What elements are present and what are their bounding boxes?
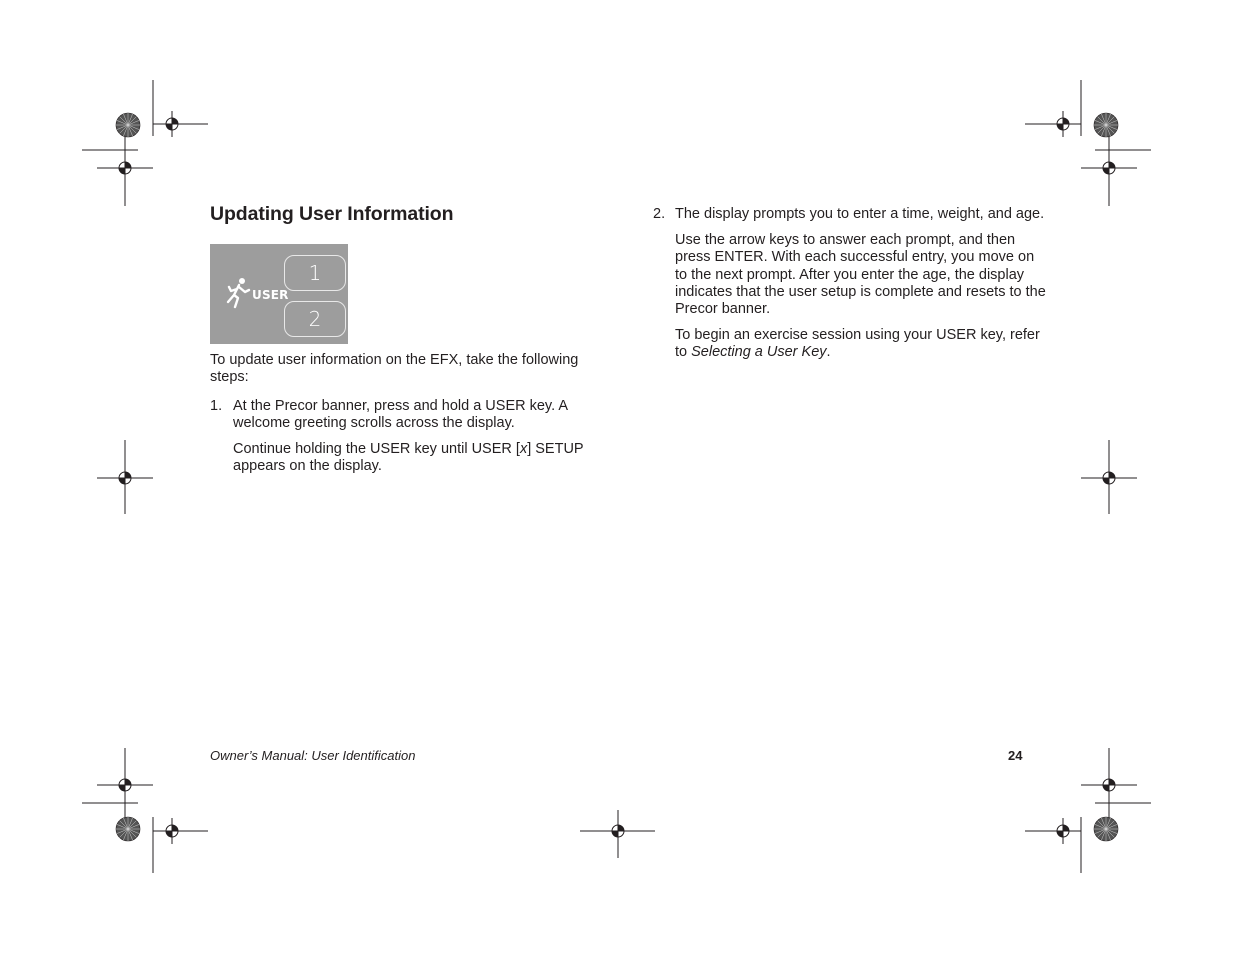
intro-paragraph: To update user information on the EFX, take the following steps: — [210, 352, 579, 386]
step-detail: Use the arrow keys to answer each prompt, and then press ENTER. With each successful entry, you move on to the next prompt. After you enter the age, the display indicates that the user setup is complete and resets to the Precor banner. — [675, 232, 1046, 318]
step-detail-text: Continue holding the USER key until USER [ — [233, 441, 520, 457]
runner-icon — [225, 277, 251, 311]
step-reference-text: To begin an exercise session using your USER key, refer to — [675, 327, 1040, 361]
step-reference — [675, 327, 1055, 362]
step-number: 2. — [653, 206, 666, 222]
page-number: 24 — [1008, 748, 1023, 763]
cross-reference-link[interactable]: Selecting a User Key — [691, 344, 827, 361]
step-number: 1. — [210, 398, 223, 414]
user-key-1: 1 — [284, 255, 346, 291]
step-detail — [233, 441, 608, 476]
section-heading: Updating User Information — [210, 203, 454, 225]
footer-title: Owner’s Manual: User Identification — [210, 748, 416, 763]
step-detail-text-end: ] SETUP appears on the display. — [233, 441, 584, 475]
step-detail-variable: x — [519, 441, 528, 457]
step-text: At the Precor banner, press and hold a USER key. A welcome greeting scrolls across the display. — [233, 398, 568, 432]
user-key-2: 2 — [284, 301, 346, 337]
user-key-graphic — [210, 244, 348, 344]
user-label: USER — [252, 288, 289, 302]
step-text: The display prompts you to enter a time, weight, and age. — [675, 206, 1045, 222]
step-reference-end: . — [826, 344, 831, 361]
